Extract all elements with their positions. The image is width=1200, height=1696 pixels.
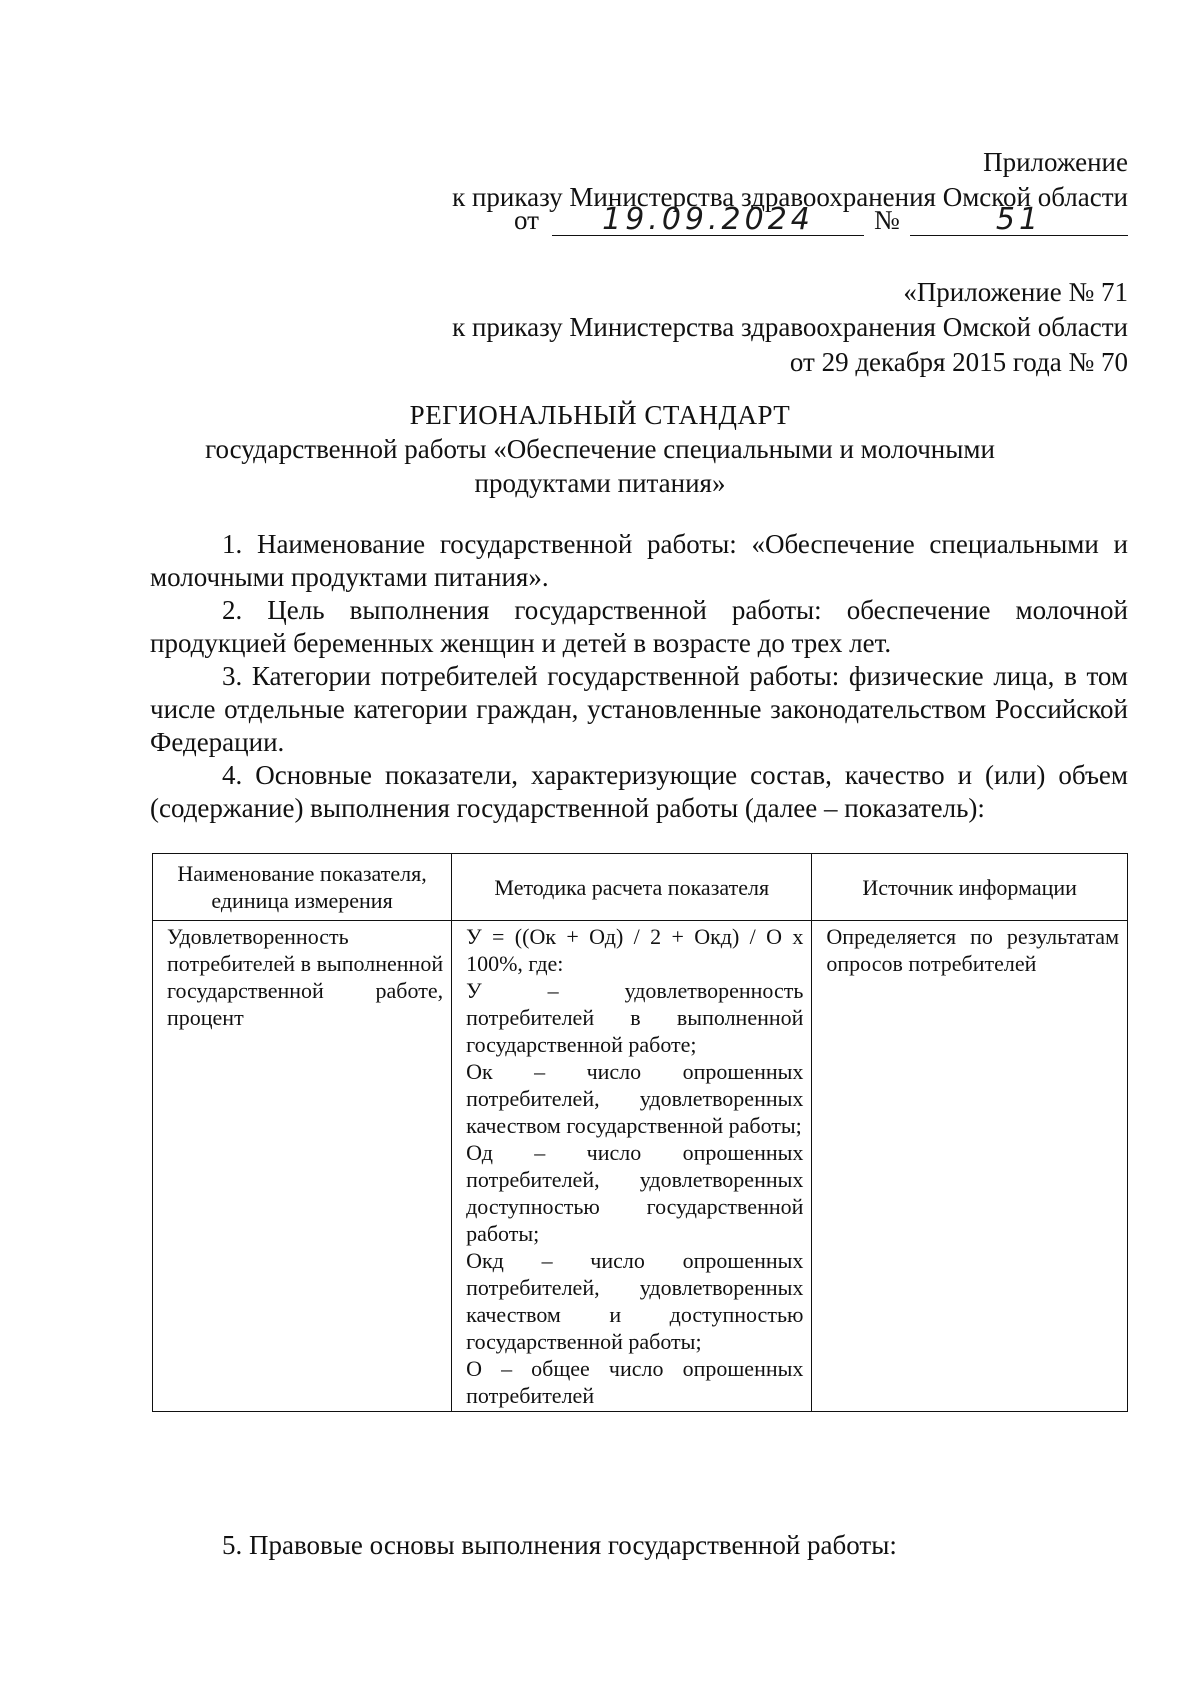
order-date-number-line (0, 203, 1128, 238)
original-appendix-header (452, 275, 1128, 380)
cell-source: Определяется по результатам опросов потребителей (812, 921, 1128, 1412)
section-1: 1. Наименование государственной работы: «Обеспечение специальными и молочными продуктами питания». (150, 529, 1128, 592)
header-indicator-name: Наименование показателя, единица измерения (153, 854, 452, 921)
title-sub-line2: продуктами питания» (474, 468, 726, 498)
document-title (150, 398, 1050, 500)
table-header-row (153, 854, 1128, 921)
original-appendix-date: от 29 декабря 2015 года № 70 (789, 347, 1128, 377)
section-2: 2. Цель выполнения государственной работы: обеспечение молочной продукцией беременных женщин и детей в возрасте до трех лет. (150, 595, 1128, 658)
header-source: Источник информации (812, 854, 1128, 921)
title-sub-line1: государственной работы «Обеспечение специальными и молочными (205, 434, 995, 464)
method-def-u: У – удовлетворенность потребителей в выполненной государственной работе; (466, 978, 804, 1057)
original-appendix-label: «Приложение № 71 (903, 277, 1128, 307)
method-def-o: О – общее число опрошенных потребителей (466, 1356, 804, 1408)
indicators-table (152, 853, 1128, 1412)
header-method: Методика расчета показателя (452, 854, 812, 921)
cell-indicator-name: Удовлетворенность потребителей в выполненной государственной работе, процент (153, 921, 452, 1412)
title-main: РЕГИОНАЛЬНЫЙ СТАНДАРТ (409, 400, 791, 430)
method-def-okd: Окд – число опрошенных потребителей, удовлетворенных качеством и доступностью государственной работы; (466, 1248, 804, 1354)
method-def-ok: Ок – число опрошенных потребителей, удовлетворенных качеством государственной работы; (466, 1059, 804, 1138)
section-3: 3. Категории потребителей государственной работы: физические лица, в том числе отдельные категории граждан, установленные законодательством Российской Федерации. (150, 661, 1128, 757)
appendix-label: Приложение (983, 147, 1128, 177)
table-row (153, 921, 1128, 1412)
number-label: № (874, 205, 900, 235)
handwritten-number: 51 (910, 203, 1128, 236)
from-label: от (514, 205, 539, 235)
section-5: 5. Правовые основы выполнения государственной работы: (222, 1530, 897, 1560)
method-def-od: Од – число опрошенных потребителей, удовлетворенных доступностью государственной работы; (466, 1140, 804, 1246)
handwritten-date: 19.09.2024 (552, 203, 864, 236)
cell-method (452, 921, 812, 1412)
appendix-order-ref: к приказу Министерства здравоохранения Омской области (452, 182, 1128, 212)
section-4: 4. Основные показатели, характеризующие состав, качество и (или) объем (содержание) выполнения государственной работы (далее – показатель): (150, 760, 1128, 823)
original-appendix-order-ref: к приказу Министерства здравоохранения Омской области (452, 312, 1128, 342)
method-formula: У = ((Ок + Од) / 2 + Окд) / О х 100%, где: (466, 924, 804, 976)
